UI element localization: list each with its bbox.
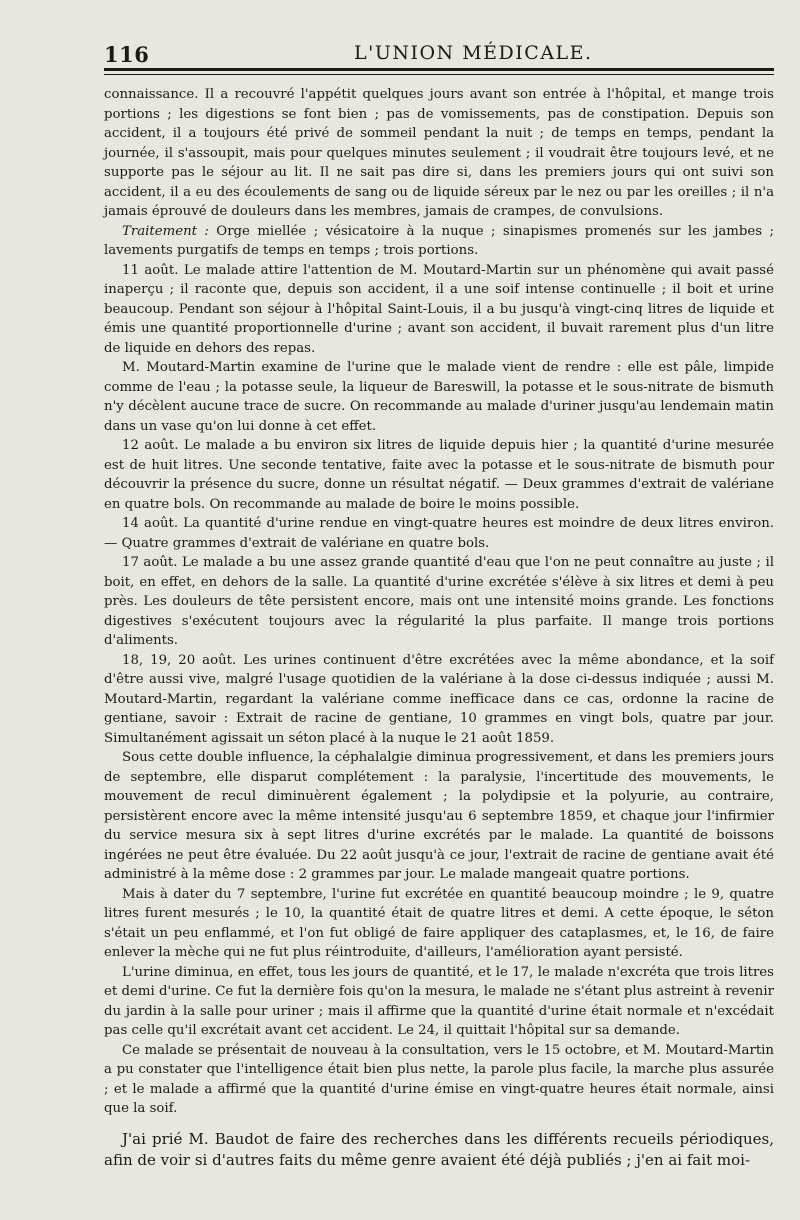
paragraph: connaissance. Il a recouvré l'appétit quelques jours avant son entrée à l'hôpital, et mange trois portions ; les digestions se font bien ; pas de vomissements, pas de constipation. Depuis son accident, il a toujours été privé de sommeil pendant la nuit ; de temps en temps, pendant la journée, il s'assoupit, mais pour quelques minutes seulement ; il voudrait être toujours levé, et ne supporte pas le séjour au lit. Il ne sait pas dire si, dans les premiers jours qui ont suivi son accident, il a eu des écoulements de sang ou de liquide séreux par le nez ou par les oreilles ; il n'a jamais éprouvé de douleurs dans les membres, jamais de crampes, de convulsions. bbox=[104, 87, 774, 219]
paragraph bbox=[104, 222, 774, 261]
paragraph: 11 août. Le malade attire l'attention de M. Moutard-Martin sur un phénomène qui avait passé inaperçu ; il raconte que, depuis son accident, il a une soif intense continuelle ; il boit et urine beaucoup. Pendant son séjour à l'hôpital Saint-Louis, il a bu jusqu'à vingt-cinq litres de liquide et émis une quantité proportionnelle d'urine ; avant son accident, il buvait rarement plus d'un litre de liquide en dehors des repas. bbox=[104, 262, 774, 356]
header-rule bbox=[104, 74, 774, 75]
paragraph-text: Orge miellée ; vésicatoire à la nuque ; sinapismes promenés sur les jambes ; lavements purgatifs de temps en temps ; trois portions. bbox=[104, 223, 774, 258]
paragraph: 18, 19, 20 août. Les urines continuent d'être excrétées avec la même abondance, et la soif d'être aussi vive, malgré l'usage quotidien de la valériane à la dose ci-dessus indiquée ; aussi M. Moutard-Martin, regardant la valériane comme inefficace dans ce cas, ordonne la racine de gentiane, savoir : Extrait de racine de gentiane, 10 grammes en vingt bols, quatre par jour. Simultanément agissait un séton placé à la nuque le 21 août 1859. bbox=[104, 652, 774, 746]
page-header bbox=[104, 30, 774, 71]
paragraph: Ce malade se présentait de nouveau à la consultation, vers le 15 octobre, et M. Moutard-Martin a pu constater que l'intelligence était bien plus nette, la parole plus facile, la marche plus assurée ; et le malade a affirmé que la quantité d'urine émise en vingt-quatre heures était normale, ainsi que la soif. bbox=[104, 1042, 774, 1116]
running-title: L'UNION MÉDICALE. bbox=[354, 42, 593, 64]
paragraph: Sous cette double influence, la céphalalgie diminua progressivement, et dans les premiers jours de septembre, elle disparut complétement : la paralysie, l'incertitude des mouvements, le mouvement de recul diminuèrent également ; la polydipsie et la polyurie, au contraire, persistèrent encore avec la même intensité jusqu'au 6 septembre 1859, et chaque jour l'infirmier du service mesura six à sept litres d'urine excrétés par le malade. La quantité de boissons ingérées ne peut être évaluée. Du 22 août jusqu'à ce jour, l'extrait de racine de gentiane avait été administré à la même dose : 2 grammes par jour. Le malade mangeait quatre portions. bbox=[104, 750, 774, 882]
paragraph: M. Moutard-Martin examine de l'urine que le malade vient de rendre : elle est pâle, limpide comme de l'eau ; la potasse seule, la liqueur de Bareswill, la potasse et le sous-nitrate de bismuth n'y décèlent aucune trace de sucre. On recommande au malade d'uriner jusqu'au lendemain matin dans un vase qu'on lui donne à cet effet. bbox=[104, 360, 774, 434]
page-number: 116 bbox=[104, 42, 150, 67]
paragraph: L'urine diminua, en effet, tous les jours de quantité, et le 17, le malade n'excréta que trois litres et demi d'urine. Ce fut la dernière fois qu'on la mesura, le malade ne s'étant plus astreint à revenir du jardin à la salle pour uriner ; mais il affirme que la quantité d'urine était normale et n'excédait pas celle qu'il excrétait avant cet accident. Le 24, il quittait l'hôpital sur sa demande. bbox=[104, 964, 774, 1038]
paragraph: 17 août. Le malade a bu une assez grande quantité d'eau que l'on ne peut connaître au juste ; il boit, en effet, en dehors de la salle. La quantité d'urine excrétée s'élève à six litres et demi à peu près. Les douleurs de tête persistent encore, mais ont une intensité moins grande. Les fonctions digestives s'exécutent toujours avec la régularité la plus parfaite. Il mange trois portions d'aliments. bbox=[104, 555, 774, 648]
paragraph: 12 août. Le malade a bu environ six litres de liquide depuis hier ; la quantité d'urine mesurée est de huit litres. Une seconde tentative, faite avec la potasse et le sous-nitrate de bismuth pour découvrir la présence du sucre, donne un résultat négatif. — Deux grammes d'extrait de valériane en quatre bols. On recommande au malade de boire le moins possible. bbox=[104, 438, 774, 512]
body-text bbox=[104, 85, 774, 1171]
paragraph: J'ai prié M. Baudot de faire des recherches dans les différents recueils périodiques, afin de voir si d'autres faits du même genre avaient été déjà publiés ; j'en ai fait moi- bbox=[104, 1129, 774, 1169]
paragraph-lead: Traitement : bbox=[122, 223, 209, 239]
paragraph: Mais à dater du 7 septembre, l'urine fut excrétée en quantité beaucoup moindre ; le 9, quatre litres furent mesurés ; le 10, la quantité était de quatre litres et demi. A cette époque, le séton s'était un peu enflammé, et l'on fut obligé de faire appliquer des cataplasmes, et, le 16, de faire enlever la mèche qui ne fut plus réintroduite, d'ailleurs, l'amélioration ayant persisté. bbox=[104, 886, 774, 960]
paragraph: 14 août. La quantité d'urine rendue en vingt-quatre heures est moindre de deux litres environ. — Quatre grammes d'extrait de valériane en quatre bols. bbox=[104, 516, 774, 551]
